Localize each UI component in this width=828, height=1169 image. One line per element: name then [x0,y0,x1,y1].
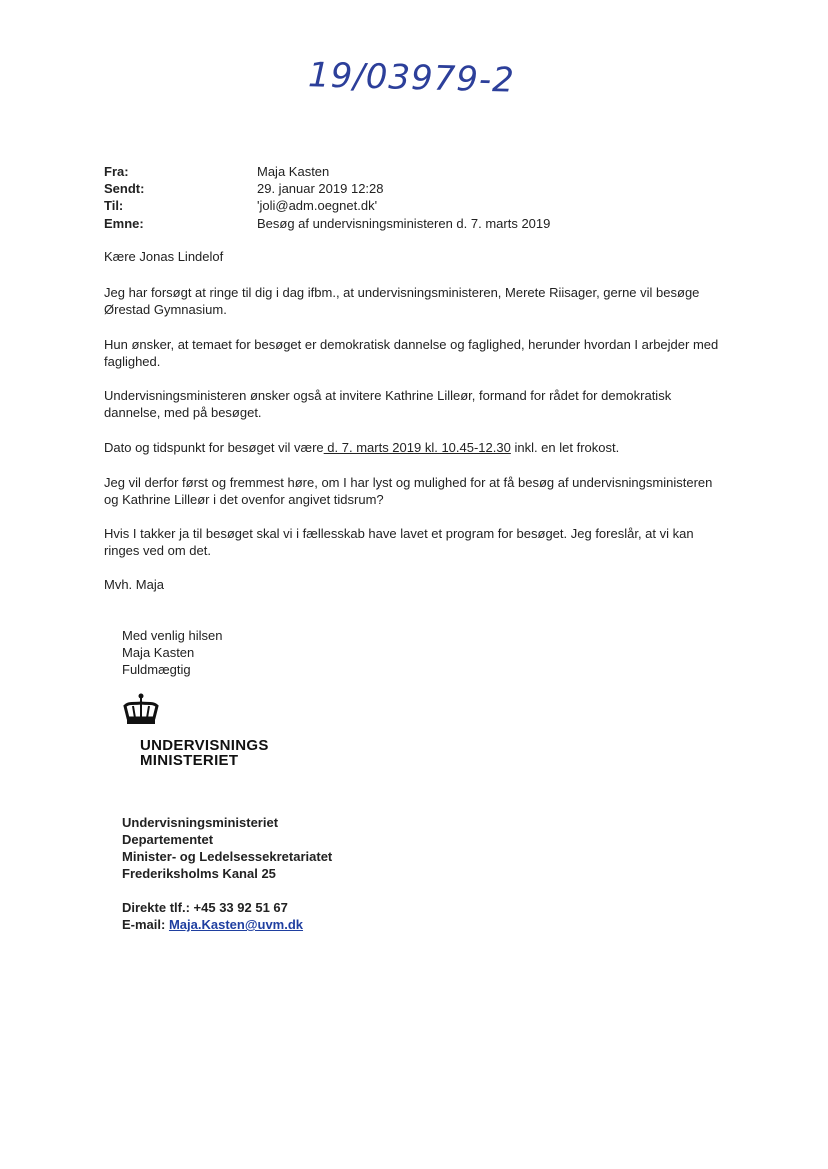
phone-line [122,899,288,916]
greeting: Kære Jonas Lindelof [104,249,224,264]
p4-pre: Dato og tidspunkt for besøget vil være [104,440,324,455]
paragraph-2: Hun ønsker, at temaet for besøget er demokratisk dannelse og faglighed, herunder hvordan I arbejder med faglighed. [104,337,719,369]
email-label: E-mail: [122,917,166,932]
signature-title: Fuldmægtig [122,662,191,677]
subject-label: Emne: [104,216,144,231]
subject-value: Besøg af undervisningsministeren d. 7. marts 2019 [257,216,551,231]
email-link[interactable]: Maja.Kasten@uvm.dk [168,917,304,932]
signature-name: Maja Kasten [122,645,195,660]
from-label: Fra: [104,164,129,179]
p4-post: inkl. en let frokost. [510,440,620,455]
email-line [122,916,303,933]
from-value: Maja Kasten [257,164,330,179]
closing: Mvh. Maja [104,577,164,592]
paragraph-4 [104,439,724,456]
paragraph-6: Hvis I takker ja til besøget skal vi i fællesskab have lavet et program for besøget. Jeg foreslår, at vi kan ringes ved om det. [104,526,694,558]
logo-line-1: UNDERVISNINGS [140,737,269,754]
to-value: 'joli@adm.oegnet.dk' [257,198,378,213]
ministry-logo-text [140,738,269,768]
sent-label: Sendt: [104,181,145,196]
handwritten-case-number: 19/03979-2 [307,55,516,101]
to-label: Til: [104,198,124,213]
address-dept: Departementet [122,832,214,847]
address-street: Frederiksholms Kanal 25 [122,866,276,881]
logo-line-2: MINISTERIET [140,752,239,769]
address-unit: Minister- og Ledelsessekretariatet [122,849,333,864]
paragraph-5: Jeg vil derfor først og fremmest høre, om I har lyst og mulighed for at få besøg af undervisningsministeren og Kathrine Lilleør i det ovenfor angivet tidsrum? [104,475,713,507]
address-org: Undervisningsministeriet [122,815,279,830]
p4-date-time: d. 7. marts 2019 kl. 10.45-12.30 [323,440,511,455]
phone-number: +45 33 92 51 67 [193,900,288,915]
crown-logo-icon [121,692,161,728]
sent-value: 29. januar 2019 12:28 [257,181,384,196]
paragraph-3: Undervisningsministeren ønsker også at invitere Kathrine Lilleør, formand for rådet for demokratisk dannelse, med på besøget. [104,388,672,420]
paragraph-1: Jeg har forsøgt at ringe til dig i dag ifbm., at undervisningsministeren, Merete Riisager, gerne vil besøge Ørestad Gymnasium. [104,285,700,317]
signature-greeting: Med venlig hilsen [122,628,223,643]
phone-label: Direkte tlf.: [122,900,190,915]
